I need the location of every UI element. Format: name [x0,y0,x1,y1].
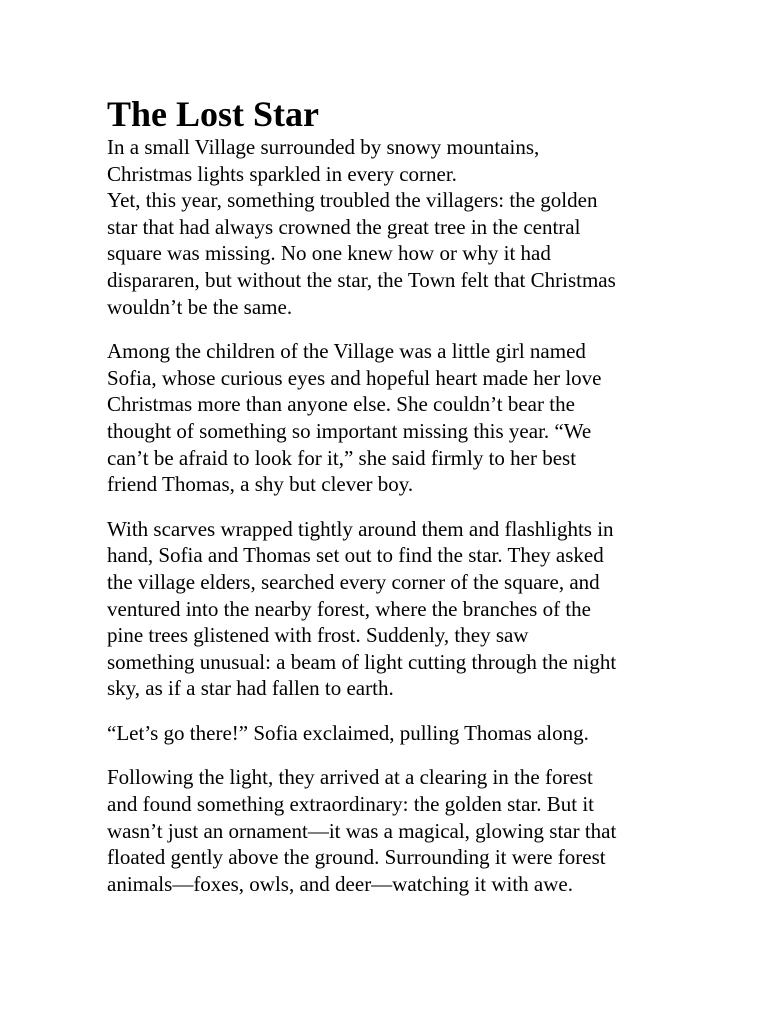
paragraph-5 [107,764,667,897]
text-line: something unusual: a beam of light cutting through the night [107,649,617,674]
paragraph-4 [107,720,667,747]
paragraph-1 [107,134,667,320]
text-line: Yet, this year, something troubled the villagers: the golden [107,188,598,213]
document-page [107,92,667,915]
text-line: Christmas more than anyone else. She couldn’t bear the [107,392,575,417]
text-line: “Let’s go there!” Sofia exclaimed, pulling Thomas along. [107,720,589,745]
text-line: can’t be afraid to look for it,” she said firmly to her best [107,445,577,470]
text-line: star that had always crowned the great tree in the central [107,214,581,239]
text-line: Following the light, they arrived at a clearing in the forest [107,765,593,790]
paragraph-2 [107,338,667,498]
text-line: pine trees glistened with frost. Suddenly, they saw [107,623,529,648]
text-line: thought of something so important missing this year. “We [107,418,592,443]
text-line: ventured into the nearby forest, where the branches of the [107,596,591,621]
text-line: the village elders, searched every corner of the square, and [107,569,600,594]
text-line: Among the children of the Village was a little girl named [107,339,586,364]
text-line: square was missing. No one knew how or why it had [107,241,551,266]
document-title: The Lost Star [107,94,320,134]
text-line: wasn’t just an ornament—it was a magical, glowing star that [107,818,617,843]
text-line: In a small Village surrounded by snowy mountains, [107,135,540,159]
text-line: animals—foxes, owls, and deer—watching it with awe. [107,871,573,896]
text-line: and found something extraordinary: the golden star. But it [107,792,594,817]
text-line: With scarves wrapped tightly around them and flashlights in [107,516,614,541]
text-line: Christmas lights sparkled in every corner. [107,161,457,186]
text-line: hand, Sofia and Thomas set out to find the star. They asked [107,543,604,568]
paragraph-3 [107,516,667,702]
text-line: floated gently above the ground. Surrounding it were forest [107,845,606,870]
text-line: wouldn’t be the same. [107,294,293,319]
text-line: friend Thomas, a shy but clever boy. [107,472,414,497]
text-line: Sofia, whose curious eyes and hopeful heart made her love [107,365,602,390]
text-line: sky, as if a star had fallen to earth. [107,676,394,701]
text-line: dispararen, but without the star, the Town felt that Christmas [107,267,616,292]
